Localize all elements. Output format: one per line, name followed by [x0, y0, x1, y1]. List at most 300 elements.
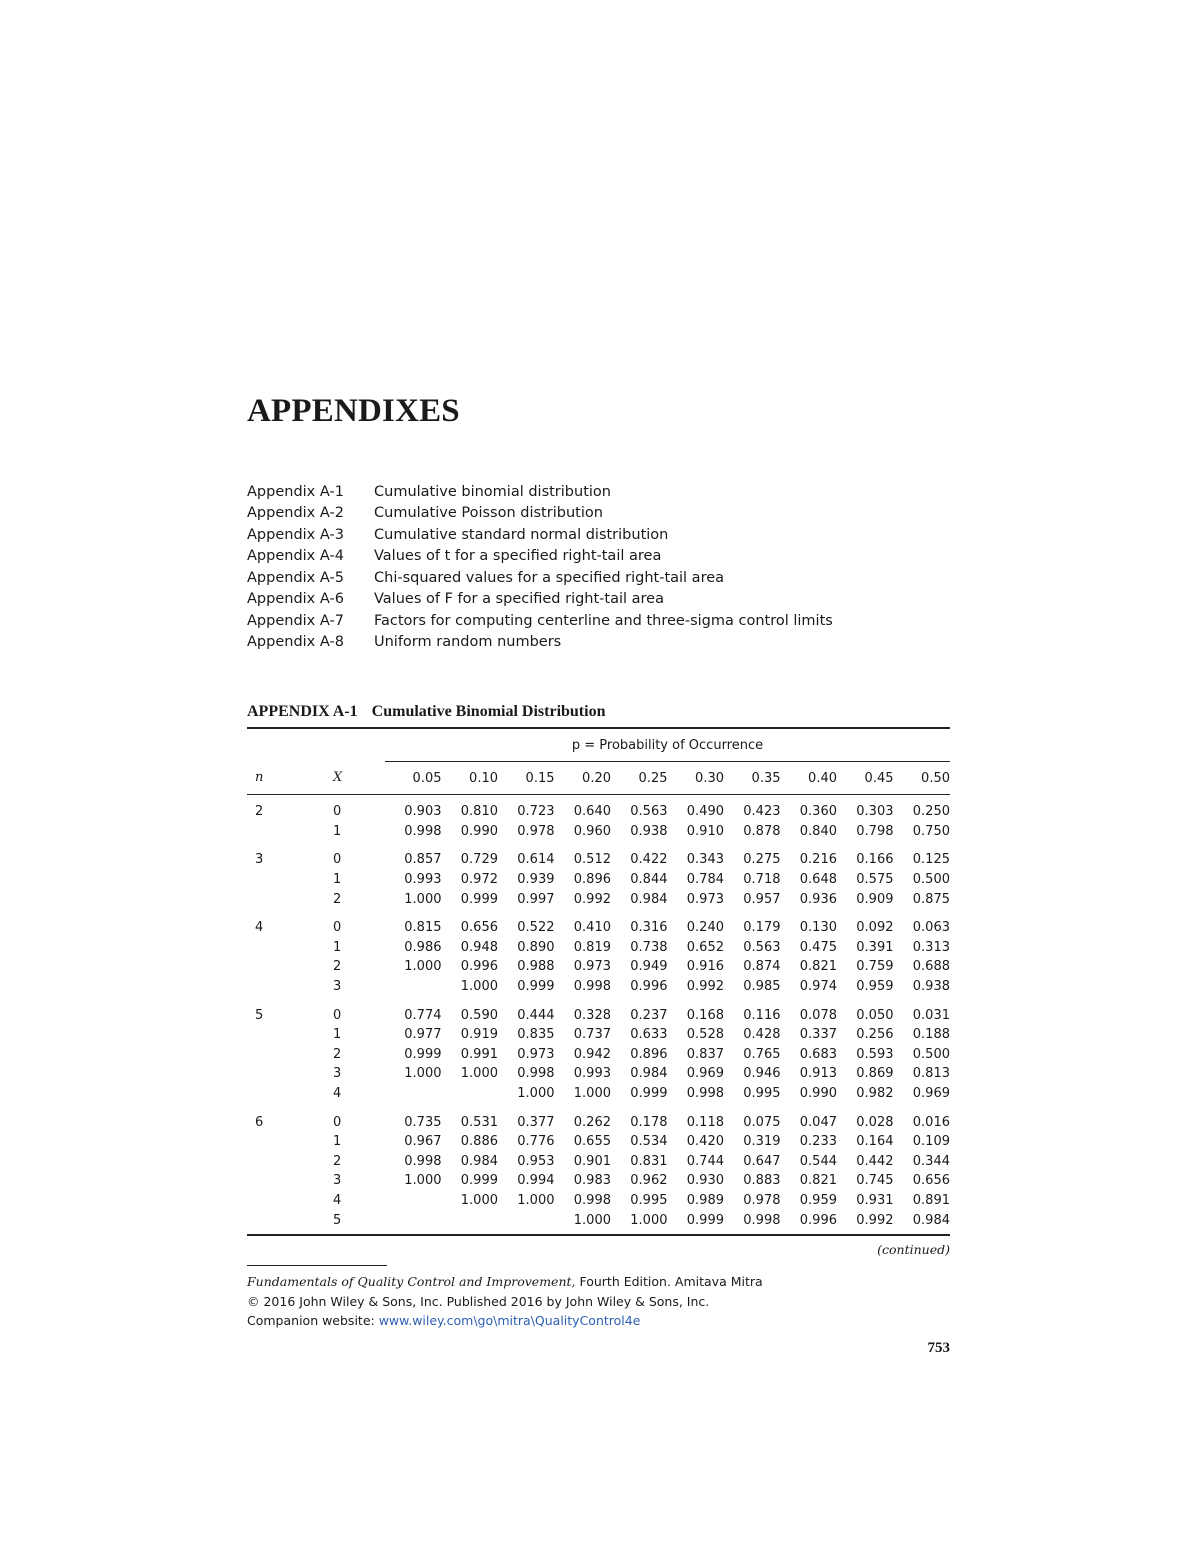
probability-cell: 0.655	[573, 1134, 611, 1150]
probability-cell: 0.896	[630, 1046, 668, 1062]
probability-cell: 0.130	[799, 920, 837, 936]
n-cell: 5	[255, 1007, 264, 1023]
probability-cell: 0.116	[743, 1007, 781, 1023]
website-line	[247, 1311, 763, 1331]
probability-cell: 0.998	[573, 979, 611, 995]
probability-cell: 1.000	[630, 1212, 668, 1228]
probability-cell: 0.938	[912, 979, 950, 995]
probability-cell	[385, 1084, 442, 1104]
probability-cell: 0.490	[686, 804, 724, 820]
probability-cell: 0.575	[856, 872, 894, 888]
probability-cell: 0.216	[799, 852, 837, 868]
probability-cell: 0.840	[799, 823, 837, 839]
probability-cell	[385, 1191, 442, 1211]
appendix-list-item	[247, 610, 967, 632]
table-row	[247, 1191, 950, 1211]
appendix-title: Values of t for a specified right-tail area	[374, 548, 662, 565]
probability-cell: 0.986	[404, 939, 442, 955]
table-row	[247, 1152, 950, 1172]
n-cell	[247, 1171, 283, 1191]
probability-cell: 0.391	[856, 939, 894, 955]
probability-cell: 0.178	[630, 1114, 668, 1130]
appendix-title: Chi-squared values for a specified right-tail area	[374, 569, 725, 586]
probability-cell	[442, 1084, 499, 1104]
probability-cell: 0.948	[460, 939, 498, 955]
p-column-header: 0.50	[894, 762, 951, 795]
appendix-list-item	[247, 503, 967, 525]
probability-cell: 0.989	[686, 1192, 724, 1208]
probability-cell: 0.723	[517, 804, 555, 820]
probability-cell: 0.996	[630, 979, 668, 995]
p-column-header: 0.35	[724, 762, 781, 795]
appendix-list	[247, 481, 967, 653]
table-row	[247, 1064, 950, 1084]
probability-cell: 0.179	[743, 920, 781, 936]
appendix-list-item	[247, 589, 967, 611]
x-cell: 0	[333, 852, 342, 868]
probability-cell: 0.996	[799, 1212, 837, 1228]
probability-cell: 1.000	[573, 1086, 611, 1102]
probability-cell: 0.903	[404, 804, 442, 820]
x-cell: 0	[333, 1114, 342, 1130]
probability-cell: 1.000	[517, 1086, 555, 1102]
probability-cell: 0.328	[573, 1007, 611, 1023]
n-column-header: n	[247, 762, 283, 795]
x-cell: 2	[333, 959, 342, 975]
probability-cell: 0.998	[517, 1066, 555, 1082]
probability-cell: 0.886	[460, 1134, 498, 1150]
probability-cell: 0.821	[799, 959, 837, 975]
probability-cell: 0.916	[686, 959, 724, 975]
probability-cell: 0.913	[799, 1066, 837, 1082]
n-cell	[247, 938, 283, 958]
probability-cell: 0.909	[856, 891, 894, 907]
appendix-title: Factors for computing centerline and three-sigma control limits	[374, 612, 833, 629]
probability-cell: 0.729	[460, 852, 498, 868]
copyright-line: © 2016 John Wiley & Sons, Inc. Published 2016 by John Wiley & Sons, Inc.	[247, 1293, 710, 1309]
table-row	[247, 795, 950, 822]
probability-cell: 0.972	[460, 872, 498, 888]
table-row	[247, 957, 950, 977]
website-link[interactable]: www.wiley.com\go\mitra\QualityControl4e	[378, 1313, 641, 1328]
probability-cell: 0.237	[630, 1007, 668, 1023]
probability-cell: 0.973	[686, 891, 724, 907]
probability-cell: 0.475	[799, 939, 837, 955]
probability-cell: 0.776	[517, 1134, 555, 1150]
probability-cell: 0.047	[799, 1114, 837, 1130]
x-cell: 4	[333, 1192, 342, 1208]
probability-cell: 0.984	[630, 891, 668, 907]
appendix-code: Appendix A-1	[247, 483, 344, 500]
probability-spanner: p = Probability of Occurrence	[385, 729, 950, 762]
probability-cell: 0.999	[686, 1212, 724, 1228]
appendix-code: Appendix A-8	[247, 634, 344, 651]
probability-cell: 0.774	[404, 1007, 442, 1023]
probability-cell: 0.344	[912, 1153, 950, 1169]
probability-cell: 0.810	[460, 804, 498, 820]
probability-cell: 0.028	[856, 1114, 894, 1130]
table-row	[247, 822, 950, 842]
probability-cell: 0.999	[460, 1173, 498, 1189]
table-row	[247, 977, 950, 997]
probability-cell: 0.949	[630, 959, 668, 975]
probability-cell: 0.869	[856, 1066, 894, 1082]
p-column-header: 0.45	[837, 762, 894, 795]
table-row	[247, 1025, 950, 1045]
appendix-code: Appendix A-6	[247, 591, 344, 608]
probability-cell: 0.883	[743, 1173, 781, 1189]
probability-cell: 0.522	[517, 920, 555, 936]
probability-cell: 0.648	[799, 872, 837, 888]
probability-cell: 0.652	[686, 939, 724, 955]
appendix-list-item	[247, 567, 967, 589]
probability-cell: 0.531	[460, 1114, 498, 1130]
probability-cell: 0.998	[404, 1153, 442, 1169]
table-row	[247, 1210, 950, 1230]
probability-cell: 0.640	[573, 804, 611, 820]
x-cell: 2	[333, 1153, 342, 1169]
probability-cell: 0.957	[743, 891, 781, 907]
n-cell: 3	[255, 852, 264, 868]
probability-cell: 1.000	[460, 979, 498, 995]
x-cell: 0	[333, 920, 342, 936]
probability-cell: 0.973	[573, 959, 611, 975]
appendix-title: Cumulative binomial distribution	[374, 483, 611, 500]
x-cell: 2	[333, 1046, 342, 1062]
appendix-code: Appendix A-2	[247, 505, 344, 522]
probability-cell: 0.233	[799, 1134, 837, 1150]
x-cell: 1	[333, 823, 342, 839]
page-title: APPENDIXES	[247, 393, 460, 429]
probability-cell: 0.544	[799, 1153, 837, 1169]
probability-cell: 0.931	[856, 1192, 894, 1208]
appendix-code: Appendix A-7	[247, 612, 344, 629]
probability-cell: 0.744	[686, 1153, 724, 1169]
probability-cell: 0.969	[686, 1066, 724, 1082]
probability-cell: 0.078	[799, 1007, 837, 1023]
probability-cell: 0.423	[743, 804, 781, 820]
probability-cell: 0.718	[743, 872, 781, 888]
probability-cell: 0.313	[912, 939, 950, 955]
probability-cell: 0.930	[686, 1173, 724, 1189]
n-cell: 6	[255, 1114, 264, 1130]
n-cell	[247, 1191, 283, 1211]
probability-cell: 0.962	[630, 1173, 668, 1189]
probability-cell: 0.875	[912, 891, 950, 907]
probability-cell: 0.738	[630, 939, 668, 955]
probability-cell: 0.164	[856, 1134, 894, 1150]
probability-cell: 0.647	[743, 1153, 781, 1169]
probability-cell: 0.316	[630, 920, 668, 936]
probability-cell: 0.938	[630, 823, 668, 839]
table-row	[247, 841, 950, 870]
probability-cell: 0.377	[517, 1114, 555, 1130]
probability-cell: 0.784	[686, 872, 724, 888]
n-cell	[247, 1064, 283, 1084]
probability-cell: 0.953	[517, 1153, 555, 1169]
probability-cell: 0.993	[404, 872, 442, 888]
probability-cell: 0.500	[912, 872, 950, 888]
appendix-list-item	[247, 524, 967, 546]
x-cell: 3	[333, 1066, 342, 1082]
probability-cell: 0.959	[799, 1192, 837, 1208]
probability-cell: 1.000	[404, 1173, 442, 1189]
probability-cell: 0.995	[743, 1086, 781, 1102]
x-cell: 5	[333, 1212, 342, 1228]
n-cell	[247, 1045, 283, 1065]
probability-cell: 0.994	[517, 1173, 555, 1189]
probability-cell: 0.984	[912, 1212, 950, 1228]
appendix-title: Cumulative Poisson distribution	[374, 505, 603, 522]
probability-cell: 0.821	[799, 1173, 837, 1189]
p-column-header: 0.20	[555, 762, 612, 795]
probability-cell: 0.759	[856, 959, 894, 975]
probability-cell: 0.688	[912, 959, 950, 975]
probability-cell: 0.798	[856, 823, 894, 839]
probability-cell: 0.166	[856, 852, 894, 868]
probability-cell: 0.410	[573, 920, 611, 936]
p-column-header: 0.10	[442, 762, 499, 795]
probability-cell: 0.275	[743, 852, 781, 868]
table-row	[247, 889, 950, 909]
book-title: Fundamentals of Quality Control and Improvement,	[247, 1274, 576, 1289]
probability-cell: 0.999	[404, 1046, 442, 1062]
probability-cell: 0.815	[404, 920, 442, 936]
probability-cell: 1.000	[404, 891, 442, 907]
probability-cell: 0.656	[912, 1173, 950, 1189]
probability-cell: 0.075	[743, 1114, 781, 1130]
probability-cell: 1.000	[573, 1212, 611, 1228]
probability-cell: 0.656	[460, 920, 498, 936]
probability-cell: 0.319	[743, 1134, 781, 1150]
probability-cell: 0.936	[799, 891, 837, 907]
n-cell	[247, 889, 283, 909]
probability-cell: 0.092	[856, 920, 894, 936]
n-cell	[247, 957, 283, 977]
probability-cell: 0.977	[404, 1027, 442, 1043]
n-cell	[247, 870, 283, 890]
probability-cell: 0.999	[517, 979, 555, 995]
probability-cell: 0.999	[630, 1086, 668, 1102]
p-column-header: 0.15	[498, 762, 555, 795]
probability-cell: 0.590	[460, 1007, 498, 1023]
probability-cell: 0.959	[856, 979, 894, 995]
n-cell	[247, 822, 283, 842]
table-row	[247, 870, 950, 890]
x-cell: 1	[333, 1027, 342, 1043]
probability-cell: 0.031	[912, 1007, 950, 1023]
probability-cell: 0.857	[404, 852, 442, 868]
n-cell: 4	[255, 920, 264, 936]
probability-cell: 0.990	[799, 1086, 837, 1102]
probability-cell: 0.896	[573, 872, 611, 888]
probability-cell: 0.999	[460, 891, 498, 907]
x-cell: 4	[333, 1086, 342, 1102]
probability-cell: 0.534	[630, 1134, 668, 1150]
probability-cell: 0.985	[743, 979, 781, 995]
table-row	[247, 1103, 950, 1132]
footnote-divider	[247, 1265, 387, 1266]
probability-cell: 0.995	[630, 1192, 668, 1208]
probability-cell: 0.973	[517, 1046, 555, 1062]
probability-cell: 0.563	[630, 804, 668, 820]
table-row	[247, 1132, 950, 1152]
probability-cell: 0.422	[630, 852, 668, 868]
continued-note: (continued)	[877, 1242, 950, 1257]
binomial-table	[247, 727, 950, 1236]
probability-cell: 0.996	[460, 959, 498, 975]
p-column-header: 0.40	[781, 762, 838, 795]
probability-cell: 0.735	[404, 1114, 442, 1130]
probability-cell: 1.000	[517, 1192, 555, 1208]
n-cell	[247, 1132, 283, 1152]
footnote	[247, 1272, 763, 1331]
probability-cell: 0.984	[630, 1066, 668, 1082]
probability-cell: 0.988	[517, 959, 555, 975]
website-label: Companion website:	[247, 1313, 379, 1328]
n-cell	[247, 1210, 283, 1230]
table-row	[247, 1084, 950, 1104]
probability-cell: 0.016	[912, 1114, 950, 1130]
probability-cell: 0.337	[799, 1027, 837, 1043]
probability-cell: 0.946	[743, 1066, 781, 1082]
probability-cell: 0.168	[686, 1007, 724, 1023]
probability-cell: 0.420	[686, 1134, 724, 1150]
probability-cell: 1.000	[460, 1066, 498, 1082]
appendix-title: Uniform random numbers	[374, 634, 562, 651]
probability-cell: 0.063	[912, 920, 950, 936]
n-cell	[247, 1025, 283, 1045]
probability-cell: 0.978	[517, 823, 555, 839]
probability-cell: 1.000	[404, 959, 442, 975]
probability-cell: 0.125	[912, 852, 950, 868]
probability-cell: 0.528	[686, 1027, 724, 1043]
n-cell	[247, 977, 283, 997]
probability-cell: 0.750	[912, 823, 950, 839]
appendix-list-item	[247, 481, 967, 503]
probability-cell: 0.992	[856, 1212, 894, 1228]
probability-cell: 0.993	[573, 1066, 611, 1082]
probability-cell: 0.633	[630, 1027, 668, 1043]
probability-cell: 0.442	[856, 1153, 894, 1169]
n-cell: 2	[255, 804, 264, 820]
probability-cell: 0.813	[912, 1066, 950, 1082]
probability-cell: 0.745	[856, 1173, 894, 1189]
appendix-list-item	[247, 632, 967, 654]
probability-cell: 1.000	[404, 1066, 442, 1082]
x-cell: 0	[333, 1007, 342, 1023]
probability-cell: 1.000	[460, 1192, 498, 1208]
probability-cell: 0.360	[799, 804, 837, 820]
table-caption	[247, 703, 605, 721]
probability-cell: 0.901	[573, 1153, 611, 1169]
probability-cell: 0.303	[856, 804, 894, 820]
probability-cell: 0.991	[460, 1046, 498, 1062]
table-row	[247, 909, 950, 938]
probability-cell: 0.998	[404, 823, 442, 839]
probability-cell: 0.593	[856, 1046, 894, 1062]
probability-cell: 0.262	[573, 1114, 611, 1130]
n-cell	[247, 1084, 283, 1104]
probability-cell: 0.563	[743, 939, 781, 955]
probability-cell: 0.050	[856, 1007, 894, 1023]
table-caption-title: Cumulative Binomial Distribution	[371, 703, 606, 720]
edition-author: Fourth Edition. Amitava Mitra	[575, 1274, 763, 1289]
table-row	[247, 1171, 950, 1191]
probability-cell: 0.942	[573, 1046, 611, 1062]
table-row	[247, 996, 950, 1025]
probability-cell: 0.831	[630, 1153, 668, 1169]
probability-cell: 0.998	[686, 1086, 724, 1102]
probability-cell: 0.819	[573, 939, 611, 955]
probability-cell: 0.910	[686, 823, 724, 839]
probability-cell: 0.919	[460, 1027, 498, 1043]
probability-cell: 0.992	[573, 891, 611, 907]
probability-cell: 0.960	[573, 823, 611, 839]
table-caption-label: APPENDIX A-1	[247, 703, 358, 720]
probability-cell: 0.939	[517, 872, 555, 888]
appendix-title: Cumulative standard normal distribution	[374, 526, 669, 543]
probability-cell	[442, 1210, 499, 1230]
probability-cell: 0.683	[799, 1046, 837, 1062]
probability-cell: 0.984	[460, 1153, 498, 1169]
probability-cell	[385, 1210, 442, 1230]
probability-cell: 0.428	[743, 1027, 781, 1043]
probability-cell	[385, 977, 442, 997]
probability-cell: 0.837	[686, 1046, 724, 1062]
p-column-header: 0.30	[668, 762, 725, 795]
x-cell: 3	[333, 979, 342, 995]
p-column-header: 0.05	[385, 762, 442, 795]
page-number: 753	[927, 1340, 950, 1356]
probability-cell: 0.188	[912, 1027, 950, 1043]
probability-cell: 0.891	[912, 1192, 950, 1208]
probability-cell: 0.240	[686, 920, 724, 936]
probability-cell: 0.765	[743, 1046, 781, 1062]
probability-cell: 0.982	[856, 1086, 894, 1102]
probability-cell: 0.614	[517, 852, 555, 868]
probability-cell: 0.343	[686, 852, 724, 868]
probability-cell: 0.998	[573, 1192, 611, 1208]
probability-cell: 0.969	[912, 1086, 950, 1102]
appendix-title: Values of F for a specified right-tail area	[374, 591, 664, 608]
x-cell: 1	[333, 939, 342, 955]
probability-cell: 0.256	[856, 1027, 894, 1043]
footnote-citation	[247, 1272, 763, 1292]
appendix-code: Appendix A-4	[247, 548, 344, 565]
x-cell: 0	[333, 804, 342, 820]
table-row	[247, 1045, 950, 1065]
probability-cell: 0.109	[912, 1134, 950, 1150]
table-row	[247, 938, 950, 958]
probability-cell: 0.844	[630, 872, 668, 888]
appendix-code: Appendix A-3	[247, 526, 344, 543]
probability-cell: 0.737	[573, 1027, 611, 1043]
appendix-list-item	[247, 546, 967, 568]
x-cell: 3	[333, 1173, 342, 1189]
probability-cell: 0.512	[573, 852, 611, 868]
probability-cell: 0.874	[743, 959, 781, 975]
probability-cell: 0.997	[517, 891, 555, 907]
appendix-code: Appendix A-5	[247, 569, 344, 586]
x-cell: 1	[333, 1134, 342, 1150]
probability-cell: 0.118	[686, 1114, 724, 1130]
probability-cell: 0.890	[517, 939, 555, 955]
probability-cell: 0.878	[743, 823, 781, 839]
probability-cell: 0.992	[686, 979, 724, 995]
probability-cell: 0.835	[517, 1027, 555, 1043]
probability-cell	[498, 1210, 555, 1230]
